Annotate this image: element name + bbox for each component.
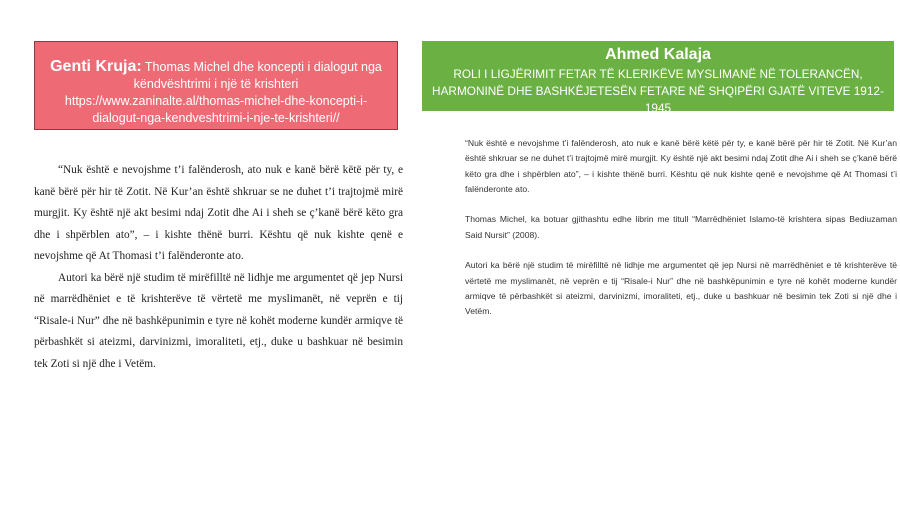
left-author: Genti Kruja: — [50, 58, 142, 75]
right-article-title: ROLI I LIGJËRIMIT FETAR TË KLERIKËVE MYSLIMANË NË TOLERANCËN, HARMONINË DHE BASHKËJETESËN FETARE NË SHQIPËRI GJATË VITEVE 1912-1945 — [432, 67, 884, 115]
right-paragraph-2: Thomas Michel, ka botuar gjithashtu edhe librin me titull “Marrëdhëniet Islamo-të krishtera sipas Bediuzaman Said Nursit” (2008). — [465, 214, 897, 240]
left-text-excerpt — [34, 160, 403, 375]
left-paragraph-1: “Nuk është e nevojshme t’i falënderosh, ato nuk e kanë bërë këtë për ty, e kanë bërë për hir të Zotit. Në Kur’an është shkruar se ne duhet t’i trajtojmë mirë murgjit. Ky është një akt besimi ndaj Zotit dhe Ai i sheh se ç’kanë bërë këto gra dhe i shpërblen ato”, – i kishte thënë burri. Kështu që nuk kishte qenë e nevojshme që At Thomasi t’i falënderonte ato. — [34, 164, 403, 262]
left-source-header — [34, 41, 398, 130]
right-source-header — [422, 41, 894, 115]
right-text-excerpt — [465, 136, 897, 335]
right-paragraph-1: “Nuk është e nevojshme t’i falënderosh, ato nuk e kanë bërë këtë për ty, e kanë bërë për hir të Zotit. Në Kur’an është shkruar se ne duhet t’i trajtojmë mirë murgjit. Ky është një akt besimi ndaj Zotit dhe Ai i sheh se ç’kanë bërë këto gra dhe i shpërblen ato”, – i kishte thënë burri. Kështu që nuk kishte qenë e nevojshme që At Thomasi t’i falënderonte ato. — [465, 138, 897, 194]
left-article-title: Thomas Michel dhe koncepti i dialogut nga këndvështrimi i një të krishteri — [133, 60, 382, 91]
right-author: Ahmed Kalaja — [605, 46, 711, 63]
left-paragraph-2: Autori ka bërë një studim të mirëfilltë në lidhje me argumentet që jep Nursi në marrëdhëniet e të krishterëve të vërtetë me myslimanët, në veprën e tij “Risale-i Nur” dhe në bashkëpunimin e tyre në kohët moderne kundër armiqve të përbashkët si ateizmi, darvinizmi, imoraliteti, etj., duke u bashkuar në besimin tek Zoti si një dhe i Vetëm. — [34, 271, 403, 370]
left-article-url[interactable]: https://www.zaninalte.al/thomas-michel-dhe-koncepti-i-dialogut-nga-kendveshtrimi-i-nje-te-krishteri// — [64, 94, 368, 125]
right-paragraph-3: Autori ka bërë një studim të mirëfilltë në lidhje me argumentet që jep Nursi në marrëdhëniet e të krishterëve të vërtetë me myslimanët, në veprën e tij “Risale-i Nur” dhe në bashkëpunimin e tyre në kohët moderne kundër armiqve të përbashkët si ateizmi, darvinizmi, imoraliteti, etj., duke u bashkuar në besimin tek Zoti si një dhe i Vetëm. — [465, 260, 897, 317]
